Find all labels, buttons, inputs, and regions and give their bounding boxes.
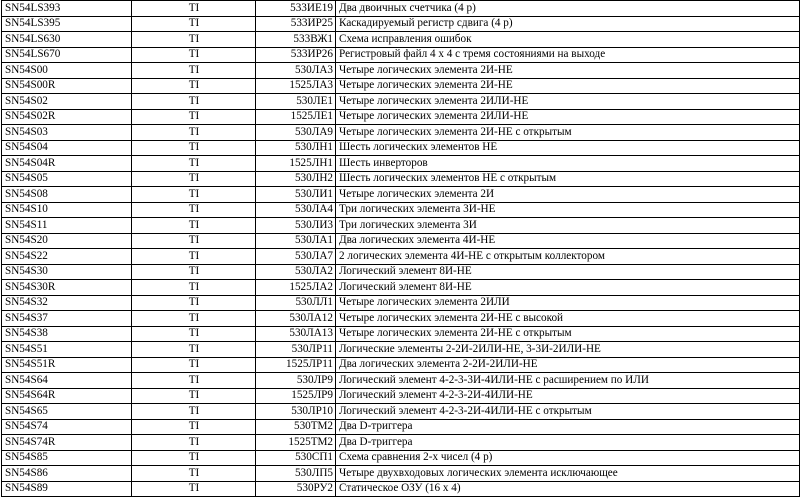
manufacturer-cell: TI [132,404,256,420]
table-row [2,78,800,94]
table-row [2,435,800,451]
table-row [2,450,800,466]
manufacturer-cell: TI [132,311,256,327]
part-number-cell: SN54S30R [2,280,132,296]
part-number-cell: SN54LS630 [2,32,132,48]
manufacturer-cell: TI [132,32,256,48]
part-number-cell: SN54S86 [2,466,132,482]
analog-cell: 530ЛА4 [256,202,336,218]
table-row [2,94,800,110]
component-cross-reference-table [1,0,800,497]
description-cell: Четыре логических элемента 2И [336,187,800,203]
manufacturer-cell: TI [132,326,256,342]
manufacturer-cell: TI [132,1,256,17]
manufacturer-cell: TI [132,156,256,172]
manufacturer-cell: TI [132,47,256,63]
analog-cell: 530ТМ2 [256,419,336,435]
description-cell: Два D-триггера [336,435,800,451]
part-number-cell: SN54S02 [2,94,132,110]
analog-cell: 530ЛА13 [256,326,336,342]
analog-cell: 530РУ2 [256,481,336,497]
table-row [2,466,800,482]
part-number-cell: SN54S38 [2,326,132,342]
table-row [2,249,800,265]
description-cell: Шесть инверторов [336,156,800,172]
part-number-cell: SN54S02R [2,109,132,125]
description-cell: Три логических элемента 3И [336,218,800,234]
part-number-cell: SN54S11 [2,218,132,234]
part-number-cell: SN54S05 [2,171,132,187]
table-row [2,16,800,32]
analog-cell: 530ЛА1 [256,233,336,249]
manufacturer-cell: TI [132,264,256,280]
analog-cell: 1525ЛР9 [256,388,336,404]
table-row [2,404,800,420]
part-number-cell: SN54S04R [2,156,132,172]
description-cell: Схема исправления ошибок [336,32,800,48]
description-cell: Четыре логических элемента 2И-НЕ с открытым [336,326,800,342]
part-number-cell: SN54S20 [2,233,132,249]
description-cell: Два D-триггера [336,419,800,435]
part-number-cell: SN54LS395 [2,16,132,32]
manufacturer-cell: TI [132,16,256,32]
analog-cell: 1525ЛР11 [256,357,336,373]
description-cell: Четыре логических элемента 2ИЛИ-НЕ [336,94,800,110]
analog-cell: 1525ЛН1 [256,156,336,172]
analog-cell: 533ИЕ19 [256,1,336,17]
manufacturer-cell: TI [132,419,256,435]
description-cell: Четыре логических элемента 2И-НЕ с высокой [336,311,800,327]
description-cell: Три логических элемента 3И-НЕ [336,202,800,218]
part-number-cell: SN54S85 [2,450,132,466]
manufacturer-cell: TI [132,187,256,203]
table-row [2,156,800,172]
analog-cell: 533ВЖ1 [256,32,336,48]
analog-cell: 530ЛА2 [256,264,336,280]
analog-cell: 530ЛА12 [256,311,336,327]
analog-cell: 533ИР26 [256,47,336,63]
manufacturer-cell: TI [132,466,256,482]
analog-cell: 530ЛЕ1 [256,94,336,110]
manufacturer-cell: TI [132,481,256,497]
table-row [2,373,800,389]
description-cell: Логический элемент 4-2-3-3И-4ИЛИ-НЕ с расширением по ИЛИ [336,373,800,389]
table-row [2,342,800,358]
description-cell: Два логических элемента 2-2И-2ИЛИ-НЕ [336,357,800,373]
description-cell: Четыре логических элемента 2ИЛИ-НЕ [336,109,800,125]
analog-cell: 530ЛИ3 [256,218,336,234]
analog-cell: 533ИР25 [256,16,336,32]
part-number-cell: SN54S04 [2,140,132,156]
description-cell: Четыре двухвходовых логических элемента исключающее [336,466,800,482]
description-cell: Шесть логических элементов НЕ [336,140,800,156]
analog-cell: 530ЛП5 [256,466,336,482]
part-number-cell: SN54S30 [2,264,132,280]
part-number-cell: SN54S64R [2,388,132,404]
analog-cell: 1525ЛЕ1 [256,109,336,125]
description-cell: Логический элемент 8И-НЕ [336,280,800,296]
analog-cell: 1525ЛА2 [256,280,336,296]
description-cell: Четыре логических элемента 2ИЛИ [336,295,800,311]
analog-cell: 530ЛН2 [256,171,336,187]
manufacturer-cell: TI [132,202,256,218]
table-row [2,140,800,156]
part-number-cell: SN54S51 [2,342,132,358]
manufacturer-cell: TI [132,435,256,451]
description-cell: Каскадируемый регистр сдвига (4 р) [336,16,800,32]
manufacturer-cell: TI [132,233,256,249]
part-number-cell: SN54S74R [2,435,132,451]
table-row [2,311,800,327]
table-row [2,481,800,497]
manufacturer-cell: TI [132,109,256,125]
analog-cell: 530СП1 [256,450,336,466]
table-row [2,187,800,203]
description-cell: Четыре логических элемента 2И-НЕ [336,78,800,94]
analog-cell: 530ЛЛ1 [256,295,336,311]
manufacturer-cell: TI [132,78,256,94]
analog-cell: 530ЛР11 [256,342,336,358]
description-cell: 2 логических элемента 4И-НЕ с открытым коллектором [336,249,800,265]
table-row [2,357,800,373]
part-number-cell: SN54S00 [2,63,132,79]
part-number-cell: SN54S65 [2,404,132,420]
manufacturer-cell: TI [132,249,256,265]
analog-cell: 530ЛН1 [256,140,336,156]
manufacturer-cell: TI [132,140,256,156]
description-cell: Схема сравнения 2-х чисел (4 р) [336,450,800,466]
part-number-cell: SN54S08 [2,187,132,203]
part-number-cell: SN54S37 [2,311,132,327]
table-row [2,295,800,311]
manufacturer-cell: TI [132,342,256,358]
table-row [2,388,800,404]
part-number-cell: SN54S22 [2,249,132,265]
part-number-cell: SN54LS393 [2,1,132,17]
description-cell: Шесть логических элементов НЕ с открытым [336,171,800,187]
table-row [2,233,800,249]
manufacturer-cell: TI [132,373,256,389]
table-row [2,264,800,280]
table-row [2,218,800,234]
table-row [2,202,800,218]
manufacturer-cell: TI [132,357,256,373]
table-row [2,47,800,63]
analog-cell: 530ЛР9 [256,373,336,389]
description-cell: Два логических элемента 4И-НЕ [336,233,800,249]
table-row [2,326,800,342]
description-cell: Четыре логических элемента 2И-НЕ [336,63,800,79]
manufacturer-cell: TI [132,388,256,404]
manufacturer-cell: TI [132,280,256,296]
analog-cell: 530ЛР10 [256,404,336,420]
description-cell: Логический элемент 4-2-3-2И-4ИЛИ-НЕ [336,388,800,404]
part-number-cell: SN54S74 [2,419,132,435]
manufacturer-cell: TI [132,94,256,110]
table-row [2,171,800,187]
description-cell: Два двоичных счетчика (4 р) [336,1,800,17]
description-cell: Логические элементы 2-2И-2ИЛИ-НЕ, 3-3И-2ИЛИ-НЕ [336,342,800,358]
description-cell: Регистровый файл 4 х 4 с тремя состояниями на выходе [336,47,800,63]
analog-cell: 1525ТМ2 [256,435,336,451]
table-row [2,419,800,435]
part-number-cell: SN54S89 [2,481,132,497]
manufacturer-cell: TI [132,450,256,466]
description-cell: Логический элемент 4-2-3-2И-4ИЛИ-НЕ с открытым [336,404,800,420]
part-number-cell: SN54S51R [2,357,132,373]
description-cell: Четыре логических элемента 2И-НЕ с открытым [336,125,800,141]
part-number-cell: SN54S03 [2,125,132,141]
part-number-cell: SN54S10 [2,202,132,218]
description-cell: Логический элемент 8И-НЕ [336,264,800,280]
analog-cell: 530ЛИ1 [256,187,336,203]
table-row [2,63,800,79]
description-cell: Статическое ОЗУ (16 х 4) [336,481,800,497]
analog-cell: 530ЛА7 [256,249,336,265]
table-row [2,32,800,48]
table-row [2,280,800,296]
analog-cell: 530ЛА3 [256,63,336,79]
manufacturer-cell: TI [132,63,256,79]
manufacturer-cell: TI [132,295,256,311]
manufacturer-cell: TI [132,218,256,234]
table-body [2,1,800,497]
part-number-cell: SN54S00R [2,78,132,94]
table-row [2,125,800,141]
part-number-cell: SN54LS670 [2,47,132,63]
analog-cell: 530ЛА9 [256,125,336,141]
part-number-cell: SN54S32 [2,295,132,311]
manufacturer-cell: TI [132,125,256,141]
analog-cell: 1525ЛА3 [256,78,336,94]
table-row [2,1,800,17]
table-row [2,109,800,125]
part-number-cell: SN54S64 [2,373,132,389]
manufacturer-cell: TI [132,171,256,187]
